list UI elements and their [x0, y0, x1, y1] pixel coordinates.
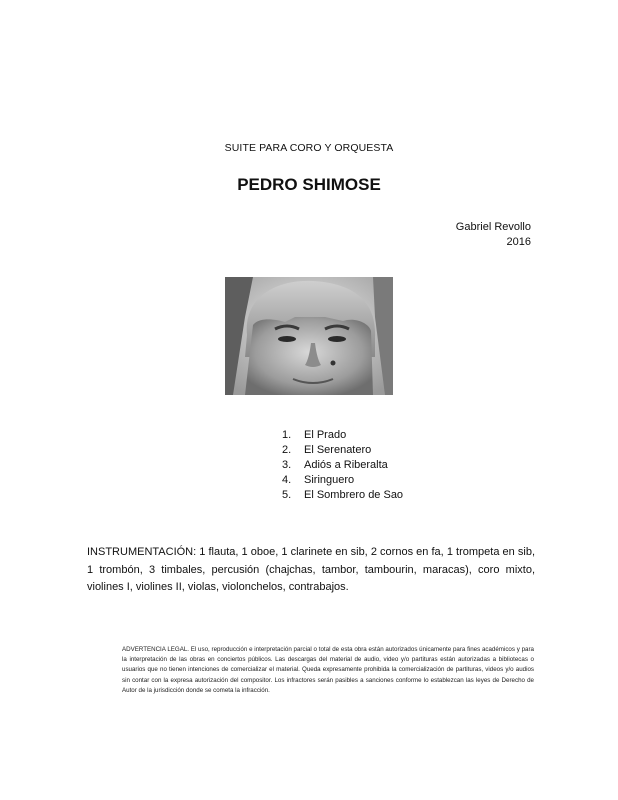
page-title: PEDRO SHIMOSE: [237, 175, 381, 194]
legal-notice: [122, 645, 534, 696]
list-item: [282, 458, 403, 473]
movement-title: Adiós a Riberalta: [304, 459, 388, 471]
movement-title: El Sombrero de Sao: [304, 489, 404, 501]
movements-list: [282, 428, 403, 503]
author-name: Gabriel Revollo: [455, 221, 531, 233]
instrumentation-text: 1 flauta, 1 oboe, 1 clarinete en sib, 2 cornos en fa, 1 trompeta en sib, 1 trombón, 3 timbales, percusión (chajchas, tambor, tambourin, maracas), coro mixto, violines I, violines II, violas, violonchelos, contrabajos.: [87, 546, 535, 593]
suite-subtitle: SUITE PARA CORO Y ORQUESTA: [224, 142, 394, 154]
composition-year: 2016: [506, 236, 531, 248]
legal-text: El uso, reproducción e interpretación parcial o total de esta obra están autorizados únicamente para fines académicos y para la interpretación de las obras en conciertos públicos. Las descargas del material de audio, video y/o partituras están autorizadas a bibliotecas o usuarios que no tienen intenciones de comercializar el material. Queda expresamente prohibida la comercialización de partituras, videos y/o audios sin contar con la expresa autorización del compositor. Los infractores serán pasibles a sanciones conforme lo establezcan las leyes de Derecho de Autor de la jurisdicción donde se cometa la infracción.: [122, 646, 534, 694]
list-number: 1.: [282, 429, 292, 441]
portrait-photo: [225, 277, 393, 395]
instrumentation-paragraph: [87, 544, 535, 597]
legal-label: ADVERTENCIA LEGAL.: [122, 646, 189, 653]
portrait-image: [225, 277, 393, 395]
movement-title: Siringuero: [304, 474, 355, 486]
movement-title: El Serenatero: [304, 444, 372, 456]
instrumentation-label: INSTRUMENTACIÓN:: [87, 546, 197, 558]
list-number: 2.: [282, 444, 292, 456]
list-number: 5.: [282, 489, 292, 501]
list-item: [282, 488, 403, 503]
movement-title: El Prado: [304, 429, 347, 441]
list-item: [282, 473, 403, 488]
list-number: 4.: [282, 474, 292, 486]
list-number: 3.: [282, 459, 292, 471]
list-item: [282, 443, 403, 458]
list-item: [282, 428, 403, 443]
author-block: [456, 220, 531, 250]
